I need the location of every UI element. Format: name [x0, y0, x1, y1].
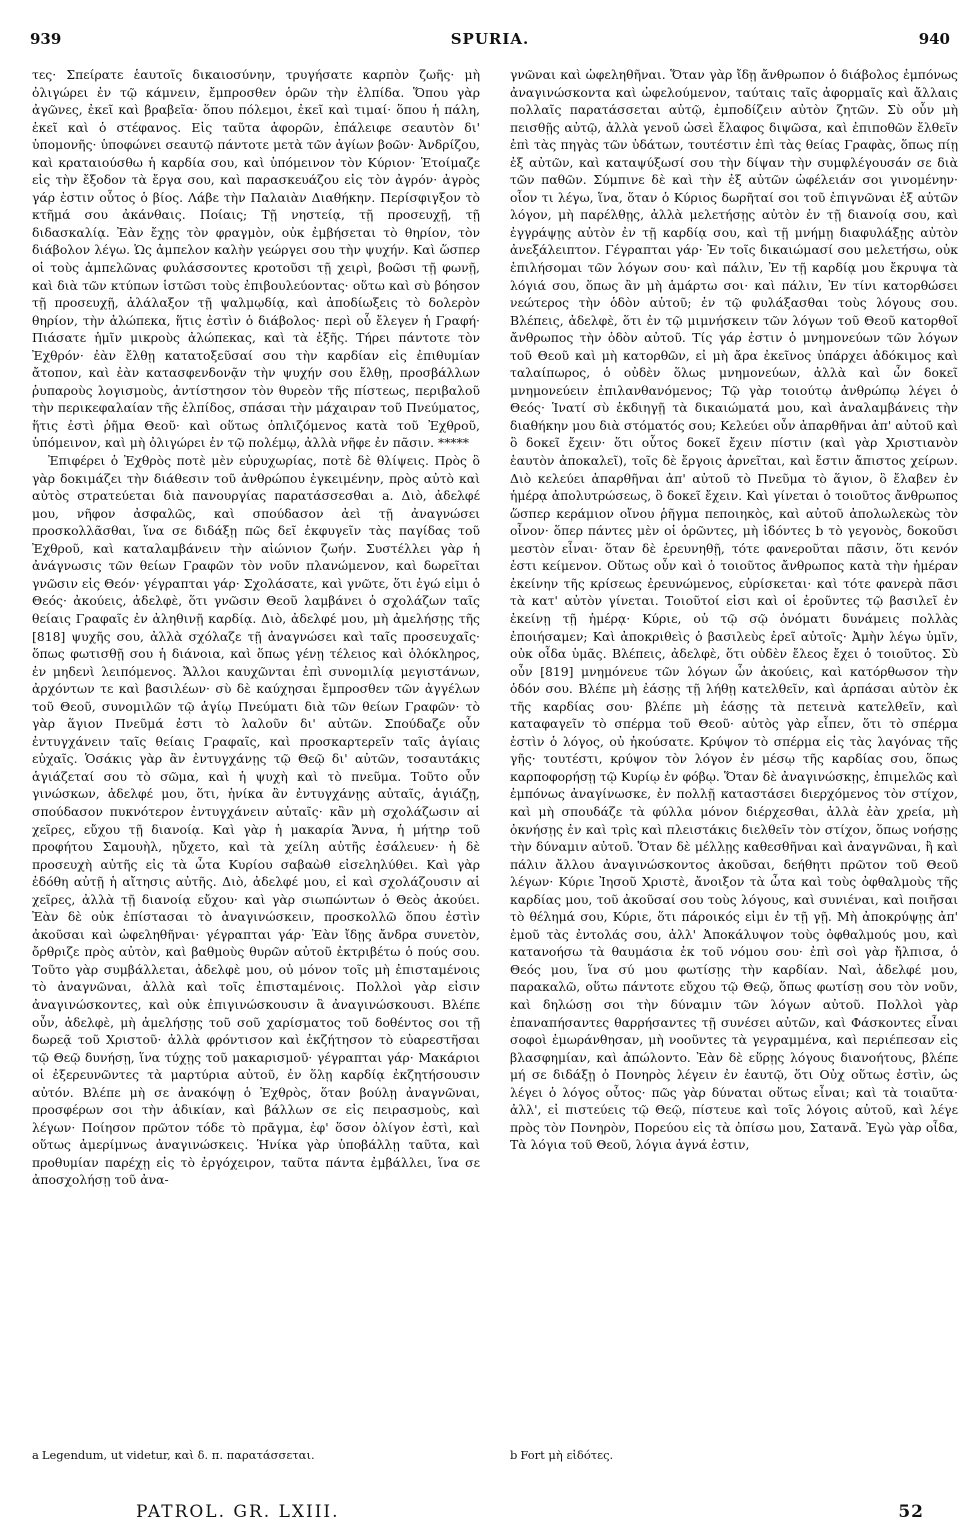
footnote-marker: b — [510, 1448, 518, 1462]
footnote-marker: a — [32, 1448, 39, 1462]
page-number-right: 940 — [918, 30, 950, 48]
left-column — [32, 66, 480, 1466]
page-title: SPURIA. — [450, 30, 530, 48]
running-header — [30, 30, 950, 56]
paragraph: τες· Σπείρατε ἑαυτοῖς δικαιοσύνην, τρυγήσατε καρπὸν ζωῆς· μὴ ὀλιγώρει ἐν τῷ κάμνειν, ἔμπροσθεν ὁρῶν τὴν ἐλπίδα. Ὅπου γὰρ ἀγῶνες, ἐκεῖ καὶ βραβεῖα· ὅπου πόλεμοι, ἐκεῖ καὶ τιμαί· ὅπου ἡ πάλη, ἐκεῖ καὶ ὁ στέφανος. Εἰς ταῦτα ἀφορῶν, ἐπάλειφε σεαυτὸν δι' ὑπομονῆς· ὑποφώνει σεαυτῷ πάντοτε μετὰ τῶν ἁγίων βοῶν· Ἀνδρίζου, καὶ κραταιούσθω ἡ καρδία σου, καὶ ὑπόμεινον τὸν Κύριον· Ἑτοίμαζε εἰς τὴν ἔξοδον τὰ ἔργα σου, καὶ παρασκευάζου εἰς τὸν ἀγρόν· ἀγρὸς γάρ ἐστιν οὗτος ὁ βίος. Λάβε τὴν Παλαιὰν Διαθήκην. Περίσφιγξον τὸ κτῆμά σου ἀκάνθαις. Ποίαις; Τῇ νηστείᾳ, τῇ προσευχῇ, τῇ διδασκαλίᾳ. Ἐὰν ἔχῃς τὸν φραγμὸν, οὐκ ἐμβήσεται τὸ θηρίον, τὸν διάβολον λέγω. Ὡς ἀμπελον καλὴν γεώργει σου τὴν ψυχήν. Καὶ ὥσπερ οἱ τοὺς ἀμπελῶνας φυλάσσοντες κροτοῦσι τῇ χειρὶ, βοῶσι τῇ φωνῇ, καὶ διὰ τῶν κτύπων ἱστῶσι τοὺς ἐπιβουλεύοντας· οὕτω καὶ σὺ βόησον τῇ προσευχῇ, ἀλάλαξον τῇ ψαλμῳδίᾳ, καὶ ἀποδίωξεις τὸ δολερὸν θηρίον, τὴν ἀλώπεκα, ἥτις ἐστὶν ὁ διάβολος· περὶ οὗ ἔλεγεν ἡ Γραφή· Πιάσατε ἡμῖν μικροὺς ἀλώπεκας, καὶ τὰ ἑξῆς. Τήρει πάντοτε τὸν Ἐχθρόν· ἐὰν ἔλθῃ κατατοξεῦσαί σου τὴν καρδίαν εἰς ἐπιθυμίαν ἄτοπον, καὶ ἐὰν κατασφενδονᾷν τὴν ψυχήν σου ἔλθῃ, προσβάλλων ῥυπαροὺς λογισμοὺς, ἀντίστησον τὸν θυρεὸν τῆς πίστεως, περιβαλοῦ τὴν περικεφαλαίαν τῆς ἐλπίδος, σπάσαι τὴν μάχαιραν τοῦ Πνεύματος, ἥτις ἐστὶ ῥῆμα Θεοῦ· καὶ οὕτως ὁπλιζόμενος κατὰ τοῦ Ἐχθροῦ, ὑπόμεινον, καὶ μὴ ὀλιγώρει ἐν τῷ πολέμῳ, ἀλλὰ νῆφε ἐν πᾶσιν. ***** — [32, 67, 480, 451]
series-title: PATROL. GR. LXIII. — [136, 1502, 340, 1522]
signature-mark: 52 — [898, 1502, 924, 1522]
footnote-left — [32, 1448, 480, 1463]
footnote-text: Legendum, ut videtur, καὶ δ. π. παρατάσσεται. — [41, 1448, 315, 1462]
footnote-text: Fort μὴ εἰδότες. — [520, 1448, 614, 1462]
footnote-right — [510, 1448, 958, 1463]
paragraph: Ἐπιφέρει ὁ Ἐχθρὸς ποτὲ μὲν εὐρυχωρίας, ποτὲ δὲ θλίψεις. Πρὸς ὃ γὰρ δοκιμάζει τὴν διάθεσιν τοῦ ἀνθρώπου ἐγκειμένην, πρὸς αὐτὸ καὶ αὐτὸς στρατεύεται διὰ πανουργίας παρατάσσεσθαι a. Διὸ, ἀδελφέ μου, νῆφον ἀσφαλῶς, καὶ σπούδασον ἀεὶ τῇ ἀναγνώσει προσκολλᾶσθαι, ἵνα σε διδάξῃ πῶς δεῖ ἐκφυγεῖν τὰς παγίδας τοῦ Ἐχθροῦ, καὶ καταλαμβάνειν τὴν αἰώνιον ζωήν. Συστέλλει γὰρ ἡ ἀνάγνωσις τῶν θείων Γραφῶν τὸν νοῦν πλανώμενον, καὶ δωρεῖται γνῶσιν εἰς Θεόν· γέγραπται γάρ· Σχολάσατε, καὶ γνῶτε, ὅτι ἐγώ εἰμι ὁ Θεός· ἀκούεις, ἀδελφὲ, ὅτι γνῶσιν Θεοῦ λαμβάνει ὁ σχολάζων ταῖς θείαις Γραφαῖς ἐν ἀληθινῇ καρδίᾳ. Διὸ, ἀδελφέ μου, μὴ ἀμελήσῃς τῆς [818] ψυχῆς σου, ἀλλὰ σχόλαζε τῇ ἀναγνώσει καὶ ταῖς προσευχαῖς· ὅπως φωτισθῇ σου ἡ διάνοια, καὶ ὅπως γένῃ τέλειος καὶ ὁλόκληρος, ἐν μηδενὶ λειπόμενος. Ἄλλοι καυχῶνται ἐπὶ συνομιλίᾳ μεγιστάνων, ἀρχόντων τε καὶ βασιλέων· σὺ δὲ καύχησαι ἔμπροσθεν τῶν ἀγγέλων τοῦ Θεοῦ, συνομιλῶν τῷ ἁγίῳ Πνεύματι διὰ τῶν θείων Γραφῶν· τὸ γὰρ ἅγιον Πνεῦμά ἐστι τὸ λαλοῦν δι' αὐτῶν. Σπούδαζε οὖν ἐντυγχάνειν ταῖς θείαις Γραφαῖς, καὶ προσκαρτερεῖν ταῖς ἁγίαις εὐχαῖς. Ὁσάκις γὰρ ἂν ἐντυγχάνῃς τῷ Θεῷ δι' αὐτῶν, τοσαυτάκις ἁγιάζεταί σου τὸ σῶμα, καὶ ἡ ψυχὴ καὶ τὸ πνεῦμα. Τοῦτο οὖν γινώσκων, ἀδελφέ μου, ὅτι, ἡνίκα ἂν ἐντυγχάνῃς αὐταῖς, ἁγιάζῃ, σπούδασον πυκνότερον ἐντυγχάνειν αὐταῖς· κἂν μὴ σχολάζωσιν αἱ χεῖρες, εὔχου τῇ διανοίᾳ. Καὶ γὰρ ἡ μακαρία Ἄννα, ἡ μήτηρ τοῦ προφήτου Σαμουὴλ, ηὔχετο, καὶ τὰ χείλη αὐτῆς ἐσάλευεν· ἡ δὲ προσευχὴ αὐτῆς εἰς τὰ ὦτα Κυρίου σαβαὼθ εἰσεληλύθει. Καὶ γὰρ ἐδόθη αὐτῇ ἡ αἴτησις αὐτῆς. Διὸ, ἀδελφέ μου, εἰ καὶ σχολάζουσιν αἱ χεῖρες, ἀλλὰ τῇ διανοίᾳ εὔχου· καὶ γὰρ σιωπώντων ὁ Θεὸς ἀκούει. Ἐὰν δὲ οὐκ ἐπίστασαι τὸ ἀναγινώσκειν, προσκολλῶ ὅπου ἐστὶν ἀκοῦσαι καὶ ὠφεληθῆναι· γέγραπται γάρ· Ἐὰν ἴδῃς ἄνδρα συνετὸν, ὄρθριζε πρὸς αὐτὸν, καὶ βαθμοὺς θυρῶν αὐτοῦ ἐκτριβέτω ὁ πούς σου. Τοῦτο γὰρ συμβάλλεται, ἀδελφὲ μου, οὐ μόνον τοῖς μὴ ἐπισταμένοις τὸ ἀναγνῶναι, ἀλλὰ καὶ τοῖς ἐπισταμένοις. Πολλοὶ γὰρ εἰσιν ἀναγινώσκοντες, καὶ οὐκ ἐπιγινώσκουσιν ἃ ἀναγινώσκουσι. Βλέπε οὖν, ἀδελφὲ, μὴ ἀμελήσῃς τοῦ σοῦ χαρίσματος τοῦ δοθέντος σοι τῇ δωρεᾷ τοῦ Χριστοῦ· ἀλλὰ φρόντισον καὶ ἐκζήτησον τὸ εὐαρεστῆσαι τῷ Θεῷ δυνήσῃ, ἵνα τύχῃς τοῦ μακαρισμοῦ· γέγραπται γάρ· Μακάριοι οἱ ἐξερευνῶντες τὰ μαρτύρια αὐτοῦ, ἐν ὅλῃ καρδίᾳ ἐκζητήσουσιν αὐτόν. Βλέπε μὴ σε ἀνακόψῃ ὁ Ἐχθρὸς, ὅταν βούλῃ ἀναγνῶναι, προσφέρων σοι τὴν ἀδικίαν, καὶ βάλλων σε εἰς πειρασμοὺς, καὶ λέγων· Ποίησον πρῶτον τόδε τὸ πρᾶγμα, ἐφ' ὅσον ὀλίγον ἐστὶ, καὶ οὕτως ἀμερίμνως ἀναγινώσκεις. Ἡνίκα γὰρ ὑποβάλλῃ ταῦτα, καὶ προθυμίαν παρέχῃ εἰς τὸ ἐργόχειρον, ταῦτα πάντα ἐμβάλλει, ἵνα σε ἀποσχολήσῃ τοῦ ἀνα- — [32, 453, 480, 1188]
paragraph: γνῶναι καὶ ὠφεληθῆναι. Ὅταν γὰρ ἴδῃ ἄνθρωπον ὁ διάβολος ἐμπόνως ἀναγινώσκοντα καὶ ὠφελούμενον, ταύταις ταῖς ἀφορμαῖς καὶ ἄλλαις πολλαῖς παρατάσσεται αὐτῷ, ἐμποδίζειν αὐτὸν ζητῶν. Σὺ οὖν μὴ πεισθῇς αὐτῷ, ἀλλὰ γενοῦ ὡσεὶ ἔλαφος διψῶσα, καὶ ἐπιποθῶν ἔλθεῖν ἐπὶ τὰς πηγὰς τῶν ὑδάτων, τουτέστιν ἐπὶ τὰς θείας Γραφὰς, ὅπως πίῃ ἐξ αὐτῶν, καὶ καταψύξωσί σου τὴν δίψαν τὴν συμφλέγουσάν σε διὰ τῶν παθῶν. Σύμπινε δὲ καὶ τὴν ἐξ αὐτῶν ὠφέλειάν σοι γινομένην· οἷον τι λέγω, ἵνα, ὅταν ὁ Κύριος δωρῆταί σοι τοῦ ἐπιγνῶναι ἐξ αὐτῶν λόγον, μὴ παρέλθῃς, ἀλλὰ μελετήσῃς αὐτὸν ἐν τῇ διανοίᾳ σου, καὶ ἐγγράψῃς αὐτὸν ἐν τῇ καρδίᾳ σου, καὶ τῇ μνήμῃ διαφυλάξῃς αὐτὸν ἀνεξάλειπτον. Γέγραπται γάρ· Ἐν τοῖς δικαιώμασί σου μελετήσω, οὐκ ἐπιλήσομαι τῶν λόγων σου· καὶ πάλιν, Ἐν τῇ καρδίᾳ μου ἔκρυψα τὰ λόγιά σου, ὅπως ἂν μὴ ἁμάρτω σοι· καὶ πάλιν, Ἐν τίνι κατορθώσει νεώτερος τὴν ὁδὸν αὐτοῦ; ἐν τῷ φυλάξασθαι τοὺς λόγους σου. Βλέπεις, ἀδελφὲ, ὅτι ἐν τῷ μιμνήσκειν τῶν λόγων τοῦ Θεοῦ κατορθοῖ ἄνθρωπος τὴν ὁδὸν αὐτοῦ. Τίς γάρ ἐστιν ὁ μνημονεύων τῶν λόγων τοῦ Θεοῦ καὶ μὴ κατορθῶν, εἰ μὴ ἄρα ἐκεῖνος ὑπάρχει ἀδόκιμος καὶ ταλαίπωρος, ὁ οὐδὲν ὅλως μνημονεύων, ἀλλὰ καὶ ὧν δοκεῖ μνημονεύειν ἐπιλανθανόμενος; Τῷ γὰρ τοιούτῳ ἀνθρώπῳ λέγει ὁ Θεός· Ἱνατί σὺ ἐκδιηγῇ τὰ δικαιώματά μου, καὶ ἀναλαμβάνεις τὴν διαθήκην μου διὰ στόματός σου; Κελεύει οὖν ἀπαρθῆναι ἀπ' αὐτοῦ καὶ ὃ δοκεῖ ἔχειν· ὅτι οὗτος δοκεῖ ἔχειν πίστιν (καὶ γὰρ Χριστιανὸν ἑαυτὸν ἀποκαλεῖ), τοῖς δὲ ἔργοις ἀρνεῖται, καὶ ἔστιν ἄπιστος χείρων. Διὸ κελεύει ἀπαρθῆναι ἀπ' αὐτοῦ τὸ Πνεῦμα τὸ ἅγιον, ὃ ἔλαβεν ἐν ἡμέρᾳ ἀπολυτρώσεως, ὃ δοκεῖ ἔχειν. Καὶ γίνεται ὁ τοιοῦτος ἄνθρωπος ὥσπερ κεράμιον οἴνου ῥῆγμα πεποιηκὸς, καὶ αὐτοῦ ἀπολωλεκὼς τὸν οἶνον· ὅπερ πάντες μὲν οἱ ὁρῶντες, μὴ ἰδόντες b τὸ γεγονὸς, δοκοῦσι μεστὸν εἶναι· ὅταν δὲ ἐρευνηθῇ, τότε φανεροῦται πᾶσιν, ὅτι κενόν ἐστι κείμενον. Οὕτως οὖν καὶ ὁ τοιοῦτος ἄνθρωπος κατὰ τὴν ἡμέραν ἐκείνην τῆς κρίσεως ἐρευνώμενος, εὑρίσκεται· καὶ τότε φανερὰ πᾶσι τὰ κατ' αὐτὸν γίνεται. Τοιοῦτοί εἰσι καὶ οἱ ἐροῦντες τῷ βασιλεῖ ἐν ἐκείνῃ τῇ ἡμέρᾳ· Κύριε, οὐ τῷ σῷ ὀνόματι δυνάμεις πολλὰς ἐποιήσαμεν; Καὶ ἀποκριθεὶς ὁ βασιλεὺς ἐρεῖ αὐτοῖς· Ἀμὴν λέγω ὑμῖν, οὐκ οἶδα ὑμᾶς. Βλέπεις, ἀδελφὲ, ὅτι οὐδὲν ἔλεος ἔχει ὁ τοιοῦτος. Σὺ οὖν [819] μνημόνευε τῶν λόγων ὧν ἀκούεις, καὶ κατόρθωσον τὴν ὁδόν σου. Βλέπε μὴ ἐάσῃς τῇ λήθῃ κατελθεῖν, καὶ ἁρπάσαι αὐτὸν ἐκ τῆς καρδίας σου· βλέπε μὴ ἐάσῃς τὰ πετεινὰ κατελθεῖν, καὶ καταφαγεῖν τὸ σπέρμα τοῦ Θεοῦ· αὐτὸς γὰρ εἶπεν, ὅτι τὸ σπέρμα ἐστὶν ὁ λόγος, οὐ ἠκούσατε. Κρύψον τὸ σπέρμα εἰς τὰς λαγόνας τῆς γῆς· τουτέστι, κρύψον τὸν λόγον ἐν μέσῳ τῆς καρδίας σου, ὅπως καρποφορήσῃ τῷ Κυρίῳ ἐν φόβῳ. Ὅταν δὲ ἀναγινώσκῃς, ἐπιμελῶς καὶ ἐμπόνως ἀναγίνωσκε, ἐν πολλῇ καταστάσει διερχόμενος τὸν στίχον, καὶ μὴ σπουδάζε τὰ φύλλα μόνον διέρχεσθαι, ἀλλὰ ἐὰν χρεία, μὴ ὀκνήσῃς ἐν καὶ τρὶς καὶ πλειστάκις διελθεῖν τὸν στίχον, ὅπως νοήσῃς τὴν δύναμιν αὐτοῦ. Ὅταν δὲ μέλλῃς καθεσθῆναι καὶ ἀναγνῶναι, ἢ καὶ πάλιν ἄλλου ἀναγινώσκοντος ἀκοῦσαι, δεήθητι πρῶτον τοῦ Θεοῦ λέγων· Κύριε Ἰησοῦ Χριστὲ, ἄνοιξον τὰ ὦτα καὶ τοὺς ὀφθαλμοὺς τῆς καρδίας μου, τοῦ ἀκοῦσαί σου τοὺς λόγους, καὶ συνιέναι, καὶ ποιῆσαι τὸ θέλημά σου, Κύριε, ὅτι πάροικός εἰμι ἐν τῇ γῇ. Μὴ ἀποκρύψῃς ἀπ' ἐμοῦ τὰς ἐντολάς σου, ἀλλ' Ἀποκάλυψον τοὺς ὀφθαλμούς μου, καὶ κατανοήσω τὰ θαυμάσια ἐκ τοῦ νόμου σου· ἐπὶ σοὶ γὰρ ἤλπισα, ὁ Θεός μου, ἵνα σύ μου φωτίσῃς τὴν καρδίαν. Ναὶ, ἀδελφέ μου, παρακαλῶ, οὕτω πάντοτε εὔχου τῷ Θεῷ, ὅπως φωτίσῃ σου τὸν νοῦν, καὶ δηλώσῃ σοι τὴν δύναμιν τῶν λόγων αὐτοῦ. Πολλοὶ γὰρ ἐπαναπήσαντες θαρρήσαντες τῇ συνέσει αὐτῶν, καὶ Φάσκοντες εἶναι σοφοὶ ἐμωράνθησαν, μὴ νοοῦντες τὰ γεγραμμένα, καὶ περιέπεσαν εἰς βλασφημίαν, καὶ ἀπώλοντο. Ἐὰν δὲ εὕρῃς λόγους διανοήτους, βλέπε μή σε διδάξῃ ὁ Πονηρὸς λέγειν ἐν ἑαυτῷ, ὅτι Οὐχ οὕτως ἐστὶν, ὡς λέγει ὁ λόγος οὗτος· πῶς γὰρ δύναται οὕτως εἶναι; καὶ τὰ τοιαῦτα· ἀλλ', εἰ πιστεύεις τῷ Θεῷ, πίστευε καὶ τοῖς λόγοις αὐτοῦ, καὶ λέγε πρὸς τὸν Πονηρὸν, Πορεύου εἰς τὰ ὀπίσω μου, Σατανᾶ. Ἐγὼ γὰρ οἶδα, Τὰ λόγια τοῦ Θεοῦ, λόγια ἁγνά ἐστιν, — [510, 67, 958, 1153]
page-footer — [136, 1502, 956, 1532]
right-column — [510, 66, 958, 1466]
page-number-left: 939 — [30, 30, 62, 48]
